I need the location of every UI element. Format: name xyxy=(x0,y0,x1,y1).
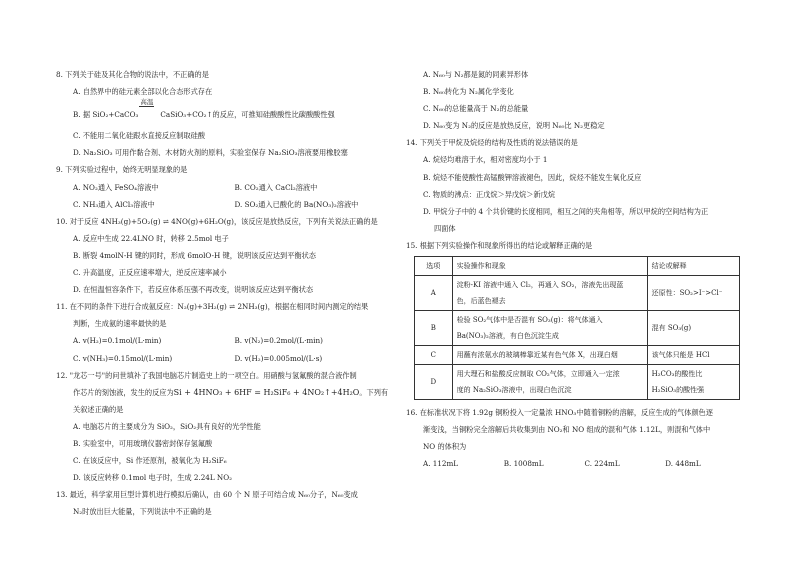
q16-stem-cont1: 渐变浅，当铜粉完全溶解后共收集到由 NO₂和 NO 组成的混和气体 1.12L，则混和气体中 xyxy=(423,425,711,435)
header-conclusion: 结论或解释 xyxy=(647,257,739,276)
q15-table xyxy=(414,256,740,400)
row-c-operation: 用蘸有浓氨水的玻璃棒靠近某有色气体 X，出现白烟 xyxy=(452,346,647,365)
row-d-conclusion-line1: H₂CO₃的酸性比 xyxy=(651,370,703,379)
q16-stem-cont2: NO 的体积为 xyxy=(423,442,467,452)
q8-option-c: C. 不能用二氧化硅跟水直接反应制取硅酸 xyxy=(73,131,206,141)
row-b-operation xyxy=(452,311,647,346)
table-row xyxy=(415,276,740,311)
q10-stem: 10. 对于反应 4NH₃(g)+5O₂(g) ⇌ 4NO(g)+6H₂O(g)，该反应是放热反应，下列有关说法正确的是 xyxy=(56,216,378,226)
q11-option-b: B. v(N₂)=0.2mol/(L·min) xyxy=(234,336,323,346)
q15-stem: 15. 根据下列实验操作和现象所得出的结论或解释正确的是 xyxy=(406,240,593,250)
q16-options xyxy=(406,455,746,472)
q16-option-b: B. 1008mL xyxy=(503,459,544,469)
q11-options-row2 xyxy=(56,350,396,367)
q11-options-row1 xyxy=(56,332,396,349)
q9-option-a: A. NO₂通入 FeSO₄溶液中 xyxy=(73,182,159,192)
q11-stem: 11. 在不同的条件下进行合成氨反应：N₂(g)+3H₂(g) ⇌ 2NH₃(g)，根据在相同时间内测定的结果 xyxy=(56,302,369,312)
q14-stem: 14. 下列关于甲烷及烷烃的结构及性质的说法错误的是 xyxy=(406,138,578,148)
q14-option-d: D. 甲烷分子中的 4 个共价键的长度相同，相互之间的夹角相等，所以甲烷的空间结构为正 xyxy=(423,206,709,216)
q12-option-d: D. 该反应转移 0.1mol 电子时，生成 2.24L NO₂ xyxy=(73,473,232,483)
high-temperature-label: 高温 xyxy=(140,98,154,107)
q16-option-a: A. 112mL xyxy=(423,459,459,469)
q16-stem: 16. 在标准状况下将 1.92g 铜粉投入一定量浓 HNO₃中随着铜粉的溶解，反应生成的气体颜色逐 xyxy=(406,408,713,418)
row-a-conclusion: 还原性：SO₂>I⁻>Cl⁻ xyxy=(647,276,739,311)
q12-option-c: C. 在该反应中，Si 作还原剂，被氧化为 H₂SiF₆ xyxy=(73,456,227,466)
q12-option-a: A. 电脑芯片的主要成分为 SiO₂，SiO₂具有良好的光学性能 xyxy=(73,421,261,431)
row-b-operation-line1: 检验 SO₂气体中是否混有 SO₃(g)：将气体通入 xyxy=(456,316,603,325)
q8-option-a: A. 自然界中的硅元素全部以化合态形式存在 xyxy=(73,87,213,97)
q10-option-d: D. 在恒温恒容条件下，若反应体系压强不再改变，说明该反应达到平衡状态 xyxy=(73,285,314,295)
row-d-conclusion xyxy=(647,365,739,400)
left-column xyxy=(56,66,396,520)
q14-option-d-cont: 四面体 xyxy=(434,223,456,233)
row-c-conclusion: 该气体只能是 HCl xyxy=(647,346,739,365)
q13-stem: 13. 最近，科学家用巨型计算机进行模拟后确认，由 60 个 N 原子可结合成 N₆₀分子，N₆₀变成 xyxy=(56,490,358,500)
q16-option-c: C. 224mL xyxy=(584,459,620,469)
q10-option-a: A. 反应中生成 22.4LNO 时，转移 2.5mol 电子 xyxy=(73,233,229,243)
row-d-operation-line2: 度的 Na₂SiO₃溶液中，出现白色沉淀 xyxy=(456,386,572,395)
table-header-row xyxy=(415,257,740,276)
q9-options-row2 xyxy=(56,196,396,213)
q9-option-c: C. NH₃通入 AlCl₃溶液中 xyxy=(73,199,155,209)
row-b-conclusion: 混有 SO₃(g) xyxy=(647,311,739,346)
q13-stem-cont: N₂时放出巨大能量，下列说法中不正确的是 xyxy=(73,507,212,517)
q12-stem-end: 关叙述正确的是 xyxy=(73,404,124,414)
q8-stem: 8. 下列关于硅及其化合物的说法中，不正确的是 xyxy=(56,70,209,79)
q8-option-b-prefix: B. 据 SiO₂+CaCO₃ xyxy=(73,110,139,120)
row-d-operation xyxy=(452,365,647,400)
row-c-option: C xyxy=(415,346,453,365)
header-operation: 实验操作和现象 xyxy=(452,257,647,276)
q10-option-b: B. 断裂 4molN-H 键的同时，形成 6molO-H 键，说明该反应达到平衡状态 xyxy=(73,250,316,260)
row-d-conclusion-line2: H₂SiO₃的酸性强 xyxy=(651,386,705,395)
reaction-condition xyxy=(138,98,160,123)
row-a-operation-line2: 色，后蓝色褪去 xyxy=(456,297,506,306)
q13-option-a: A. N₆₀与 N₂都是氮的同素异形体 xyxy=(423,70,529,79)
row-b-option: B xyxy=(415,311,453,346)
header-option: 选项 xyxy=(415,257,453,276)
q9-option-b: B. CO₂通入 CaCl₂溶液中 xyxy=(234,182,318,192)
q12-stem-equation-line xyxy=(56,384,396,401)
row-d-operation-line1: 用大理石和盐酸反应制取 CO₂气体，立即通入一定浓 xyxy=(456,370,620,379)
q12-stem: 12. "龙芯一号"的问世填补了我国电脑芯片制造史上的一项空白。用硝酸与氢氟酸的混合液作制 xyxy=(56,370,357,380)
q13-option-c: C. N₆₀的总能量高于 N₂的总能量 xyxy=(423,104,529,114)
q12-option-b: B. 实验室中，可用玻璃仪器密封保存氢氟酸 xyxy=(73,438,213,448)
row-a-operation xyxy=(452,276,647,311)
q12-stem-cont: 作芯片的刻蚀液，发生的反应为 xyxy=(73,387,174,397)
q9-options-row1 xyxy=(56,179,396,196)
row-b-operation-line2: Ba(NO₃)₂溶液，有白色沉淀生成 xyxy=(456,332,559,341)
q14-option-a: A. 烷烃均难溶于水，相对密度均小于 1 xyxy=(423,155,548,165)
q10-option-c: C. 升高温度，正反应速率增大，逆反应速率减小 xyxy=(73,268,227,278)
q16-option-d: D. 448mL xyxy=(665,459,701,469)
row-a-operation-line1: 淀粉-KI 溶液中通入 Cl₂，再通入 SO₂，溶液先出现蓝 xyxy=(456,281,624,290)
q9-stem: 9. 下列实验过程中，始终无明显现象的是 xyxy=(56,165,188,175)
q9-option-d: D. SO₂通入已酸化的 Ba(NO₃)₂溶液中 xyxy=(234,199,359,209)
q14-option-c: C. 物质的沸点：正戊烷＞异戊烷＞新戊烷 xyxy=(423,189,556,199)
q13-option-d: D. N₆₀变为 N₂的反应是放热反应，说明 N₆₀比 N₂更稳定 xyxy=(423,121,605,131)
row-a-option: A xyxy=(415,276,453,311)
q11-option-d: D. v(H₂)=0.005mol/(L·s) xyxy=(234,353,323,363)
q14-option-b: B. 烷烃不能使酸性高锰酸钾溶液褪色，因此，烷烃不能发生氧化反应 xyxy=(423,172,642,182)
q11-stem-cont: 判断，生成氨的速率最快的是 xyxy=(73,319,167,329)
q12-stem-tail: 。下列有 xyxy=(359,387,389,397)
row-d-option: D xyxy=(415,365,453,400)
table-row xyxy=(415,311,740,346)
q11-option-a: A. v(H₂)=0.1mol/(L·min) xyxy=(73,336,162,346)
table-row xyxy=(415,365,740,400)
q11-option-c: C. v(NH₃)=0.15mol/(L·min) xyxy=(73,353,173,363)
q8-option-d: D. Na₂SiO₃ 可用作黏合剂、木材防火剂的原料，实验室保存 Na₂SiO₃溶液要用橡胶塞 xyxy=(73,148,348,158)
right-column xyxy=(406,66,746,472)
q8-option-b xyxy=(56,98,396,123)
table-row xyxy=(415,346,740,365)
q12-equation: Si + 4HNO₃ + 6HF = H₂SiF₆ + 4NO₂↑+4H₂O xyxy=(173,387,360,397)
q8-option-b-text: CaSiO₃+CO₂↑的反应，可推知硅酸酸性比碳酸酸性强 xyxy=(160,110,335,120)
q13-option-b: B. N₆₀转化为 N₂属化学变化 xyxy=(423,87,514,97)
